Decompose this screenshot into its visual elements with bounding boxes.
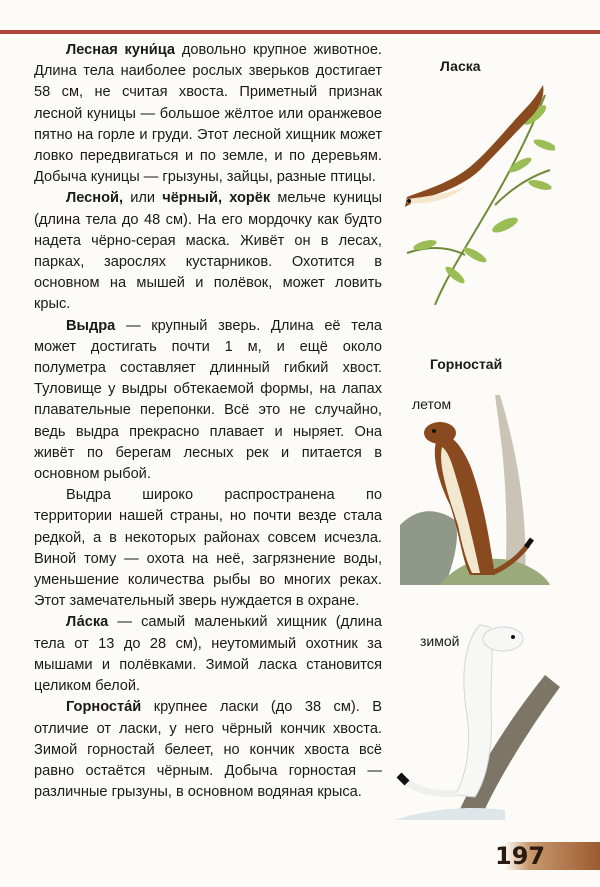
weasel-illustration [395, 75, 555, 305]
caption-winter: зимой [420, 633, 460, 649]
paragraph-polecat [34, 188, 382, 315]
stoat-winter-illustration [395, 615, 565, 820]
paragraph-marten [34, 40, 382, 188]
top-rule [0, 0, 600, 34]
caption-weasel: Ласка [440, 58, 481, 74]
paragraph-otter-2 [34, 485, 382, 612]
paragraph-text: — крупный зверь. Длина её тела может достигать почти 1 м, и ещё около полуметра составляет длинный гибкий хвост. Туловище у выдры обтекаемой формы, на лапах плавательные перепонки. Всё это не случайно, ведь выдра прекрасно плавает и ныряет. Она живёт по берегам лесных рек и питается в основном рыбой. [34, 317, 382, 483]
paragraph-weasel [34, 612, 382, 697]
main-text [34, 40, 382, 803]
term-marten: Лесная куни́ца [66, 42, 176, 58]
term-weasel: Ла́ска [66, 614, 109, 631]
stoat-summer-illustration [400, 395, 550, 585]
paragraph-text: довольно крупное животное. Длина тела наиболее рослых зверьков достигает 58 см, не считая хвоста. Приметный признак лесной куницы — большое жёлтое или оранжевое пятно на горле и груди. Этот лесной хищник может ловко передвигаться и по земле, и по деревьям. Добыча куницы — грызуны, зайцы, разные птицы. [34, 42, 382, 186]
page-number: 197 [495, 842, 546, 870]
term-stoat: Горноста́й [66, 699, 142, 716]
term-polecat-2: чёрный, хорёк [162, 190, 271, 207]
paragraph-text: крупнее ласки (до 38 см). В отличие от ласки, у него чёрный кончик хвоста. Зимой горностай белеет, но кончик хвоста всё равно остаётся чёрным. Добыча горностая — различные грызуны, в основном водяная крыса. [34, 699, 382, 801]
paragraph-otter [34, 316, 382, 486]
paragraph-text: мельче куницы (длина тела до 48 см). На его мордочку как будто надета чёрно-серая маска. Живёт он в лесах, парках, зарослях кустарников. Охотится в основном на мышей и полёвок, может ловить крыс. [34, 190, 382, 313]
paragraph-stoat [34, 697, 382, 803]
paragraph-text: — самый маленький хищник (длина тела от 13 до 28 см), неутомимый охотник за мышами и полёвками. Зимой ласка становится целиком белой. [34, 614, 382, 695]
paragraph-text: Выдра широко распространена по территории нашей страны, но почти везде стала редкой, а в некоторых районах совсем исчезла. Виной тому — охота на неё, загрязнение воды, уменьшение количества рыбы во многих реках. Этот замечательный зверь нуждается в охране. [34, 487, 382, 610]
caption-summer: летом [412, 396, 452, 412]
paragraph-text: или [123, 190, 163, 207]
term-polecat: Лесной, [66, 190, 124, 207]
caption-stoat: Горностай [430, 356, 503, 372]
term-otter: Выдра [66, 317, 116, 334]
